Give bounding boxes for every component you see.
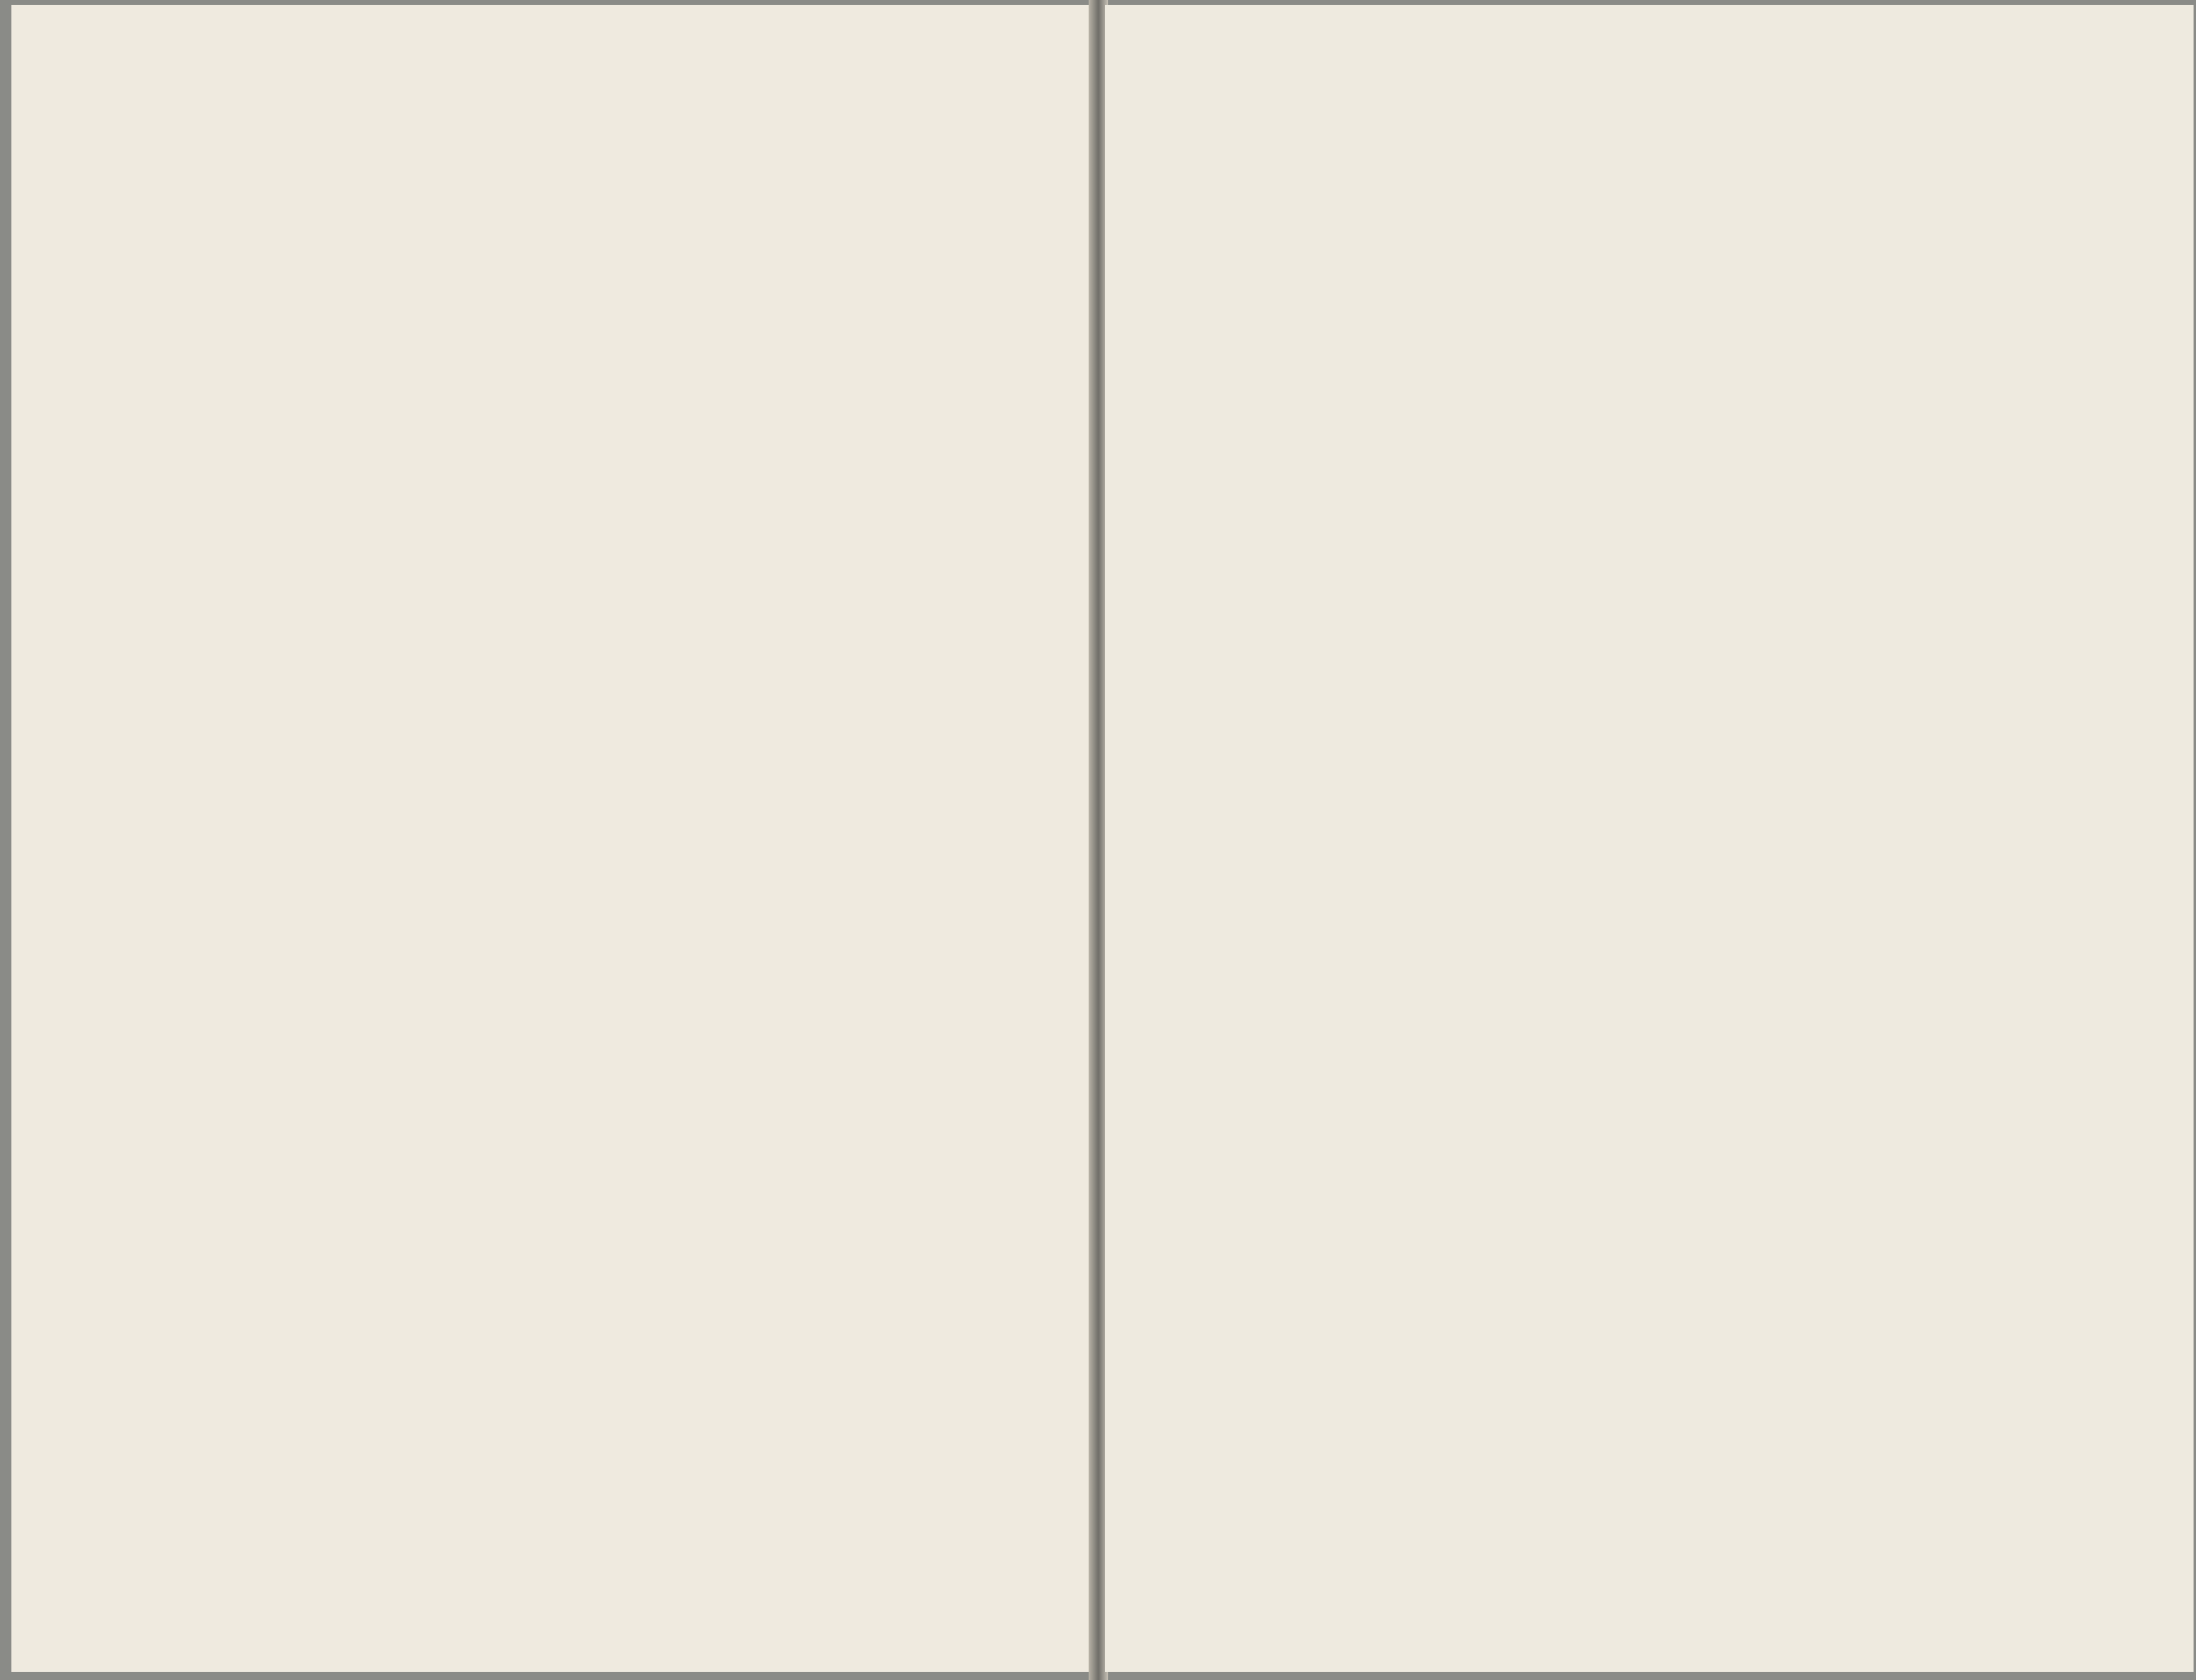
column-connectors [11, 5, 1098, 1223]
right-page [1105, 5, 2194, 1672]
food-group-chart [1105, 5, 2194, 1158]
left-page [11, 5, 1098, 1672]
